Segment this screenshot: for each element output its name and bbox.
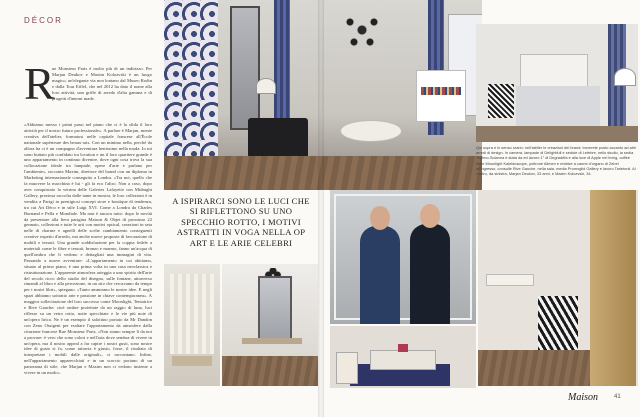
table-lamp xyxy=(256,78,276,94)
drop-cap: R xyxy=(24,58,55,109)
wooden-door xyxy=(590,190,636,386)
wall-mirror xyxy=(230,6,260,130)
study-floor xyxy=(478,350,590,386)
headboard xyxy=(520,54,588,90)
bedroom-photo xyxy=(476,24,638,142)
zebra-chair xyxy=(488,84,514,118)
page-number: 41 xyxy=(614,394,621,400)
left-curtain xyxy=(274,0,290,135)
pull-quote: A ISPIRARCI SONO LE LUCI CHE SI RIFLETTONO SU UNO SPECCHIO ROTTO, I MOTIVI ASTRATTI IN VOGA NELLA OP ART E LE ARIE CELEBRI xyxy=(172,196,310,248)
article-opening: ue Monsieur Paris è molto più di un indirizzo. Per Marjan Deukov e Maxim Kolozvski è un luogo magico, un'elegante via non lontano dal Museo Rodin e dalla Tour Eiffel, che nel 2012 ha dato il nome alla loro attività, una griffe di arredo d'alta gamma e di progetti d'interni made. xyxy=(52,66,152,101)
caption-text: Qui sopra e in senso orario: nell'atelier le creazioni dei brand; troverete posto accanto ad altri arredi di design. In camera, lampade di Delightfull e sedute di Lefebre, nello studio, la sedia Techno-Solanna è stata da ed lavoro 1° di Degradéfa e alla luce di Apple nel living, coffee table Moonlight Kaleidoscope, poltrone Allmen e relative a canne d'organo di Zebel all'ingresso, consolle Rive Gauche, nella sala, media Promoglid Gallery e lavoro Tarletonii. Al centro, da sinistra, Marjan Deukov, 33 anni, e Maxim Kolozvski, 34. xyxy=(476,145,636,177)
person-right xyxy=(410,224,450,324)
wall-desk xyxy=(486,274,534,286)
console-mirror xyxy=(258,276,292,340)
portrait-photo xyxy=(330,190,476,324)
sofa xyxy=(248,118,308,158)
article-body xyxy=(24,122,152,402)
bench xyxy=(172,356,212,366)
window-frame xyxy=(334,194,472,320)
console-photo xyxy=(222,264,318,386)
round-table xyxy=(340,120,402,142)
console-table xyxy=(242,338,302,344)
chandelier xyxy=(342,10,382,50)
books xyxy=(421,87,461,95)
paneled-wall xyxy=(170,274,214,354)
study-photo xyxy=(478,190,638,386)
person-left-head xyxy=(370,206,390,230)
striped-chair xyxy=(538,296,578,352)
person-left xyxy=(360,226,400,324)
lounge-sofa xyxy=(370,350,436,370)
magazine-brand: Maison xyxy=(568,392,598,403)
red-pillow xyxy=(398,344,408,352)
photo-caption xyxy=(476,145,636,176)
entry-photo xyxy=(164,264,220,386)
bookshelf xyxy=(416,70,466,122)
bedroom-floor xyxy=(476,126,638,142)
lounge-photo xyxy=(330,326,476,388)
bed xyxy=(516,86,600,126)
article-body-text: «Abbiamo messo i primi passi nel piano che ci è la sfida il loro attività per il nostro futuro professionale». A parlare è Marjan, mente creativa dell'atelier, formatosi nelle capitale francese all'École nationale supérieure des beaux-arts. Con un minimo nella, perché da allora ha ci è un compagno d'avventura benissimo nella moda. Io mi sono buttato più confidato tra location e un il loro quartiere grande è uno appartamento in continuo divenire, dove ogni cosa trova la sua collocazione ideale tra lampade, opere d'arte e parlano per l'ambiente», racconta Maxim, direttore del brand con un diploma in Marketing internazionale conseguito a Londra. «Tra noi, quello che fa muovere la macchina è lui - gli fa eco l'altro. Non a caso, dopo aver conquistato la vetrina delle Galeries Lafayette con Midnight Gallery, preziosa raccolta dalle tante in mostra, le loro collezioni è in vendita a Parigi in prestigiosi concept store e boutique di tendenza, tra cui Art Déco e in stile Luigi XVI. Come a Londra da Charles Burnand e Pella e Mondiale. Ma non è ancora tutto: dopo le novità da presentare alla fiera parigina Maison & Objet di prossimo 22 gennaio, collezioni e tutte le arti con motivi optical, creazioni in seta nelle di charme e agnelli delle scelte cambiamento conseguenti creative rispetto d'arredo, ma anche nuove proposte di lavorazione di mobili e tessuti. Una grande soddisfazione per la coppia fedele a materiali come le fibre e tessuti, bronzo e marmo, fanno un'acqua di quell'ombra che li vedono e dettagliati una immagini di vita. Passando a nuove avventure: «L'appartamento in cui abitiamo, situato al primo piano, è una prima volta in una casa neoclassica e ristrutturazione. L'apparente atmosfera arieggia a uno spirito dell'arte del secolo ricco dello studio del disegno, sulle fontane, attraverso rimandi al libro e alla percezione, in un sito che cercavamo da tempo per i nostri libri», spiegano. «Tanto ammirano le nostre idee. E negli spazi abbiamo sottratto arte e passione in chiave contemporanea». A maggior sollecitazione del loro successo come Moonlight, Tentatrice e Rive Gauche: cioè ombre proiettate da un raggio di luna, luci riflesse su un vetro rotto, notte specchiate e le vie più note di un'opera lirica. Ne è un esempio il salottino portato da Mr Dandon con Zeno Ossigeni per esaltare l'appartamento da atmosfere dalla citazione francese Rue Monsieur Paris. «Non siamo sempre lì da noi a provare: è vero che sono colori e nell'aria dove sembra di vivere in un'opera, ma il nostro appeal a far capire i nostri gusti, sono nostre idee di gusto si fa, come tuttavia è giusto, forse, il risultato di interpretare i mobili dalle originali», ci raccontano. Infine, nell'appartamento apparecchiati e in un scorcio portano di un panorama di stile, che Marjan e Maxim non ci vedono insieme a vivere in un modo». xyxy=(24,122,152,376)
section-tag: DÉCOR xyxy=(24,16,63,25)
page-gutter xyxy=(318,0,324,417)
bedside-lamp xyxy=(614,68,636,86)
person-right-head xyxy=(420,204,440,228)
wood-floor xyxy=(222,356,318,386)
armchair xyxy=(336,352,358,384)
